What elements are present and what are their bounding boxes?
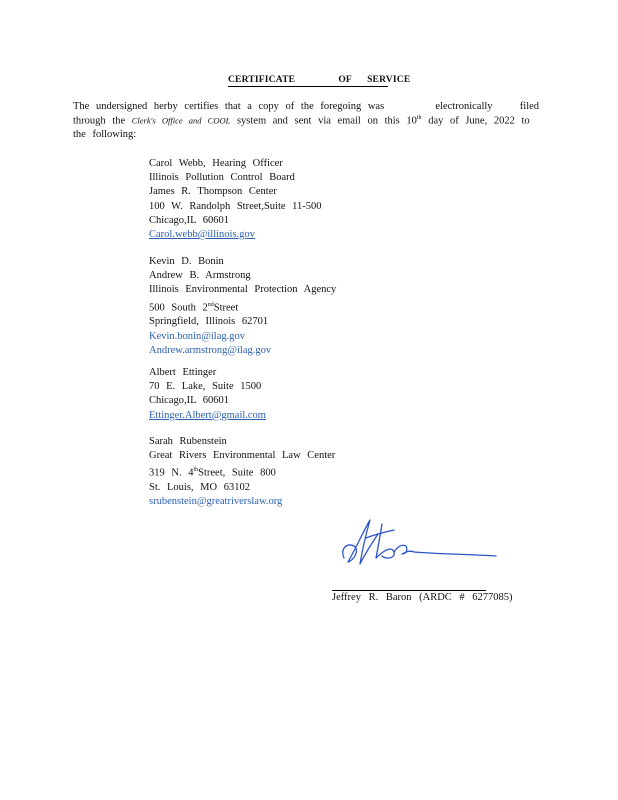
body-text: system and sent via email on this 10 (236, 115, 417, 127)
ordinal-superscript: th (416, 115, 422, 121)
body-text: the following: (73, 129, 137, 140)
recipient-line: Illinois Environmental Protection Agency (149, 284, 337, 296)
body-text: The undersigned herby certifies that a copy of the foregoing was (73, 101, 385, 112)
recipient-block (149, 366, 285, 423)
recipient-line: 100 W. Randolph Street,Suite 11-500 (149, 200, 322, 212)
street-text: Street (213, 302, 239, 314)
recipient-line: Springfield, Illinois 62701 (149, 316, 269, 328)
recipient-line: Carol Webb, Hearing Officer (149, 158, 283, 169)
recipient-line: 70 E. Lake, Suite 1500 (149, 381, 262, 393)
body-italic-text: Clerk's Office and COOL (131, 115, 231, 126)
handwritten-signature (336, 512, 501, 574)
signer-name: Jeffrey R. Baron (ARDC # 6277085) (332, 592, 513, 603)
body-text: day of June, 2022 to (428, 115, 530, 127)
recipient-line: Chicago,IL 60601 (149, 214, 230, 226)
body-text: electronically (435, 101, 493, 112)
recipient-line: Sarah Rubenstein (149, 436, 227, 447)
recipient-line: Albert Ettinger (149, 367, 217, 378)
recipient-block (149, 435, 335, 510)
body-text: through the (73, 115, 126, 127)
title-word-service: SERVICE (367, 75, 411, 85)
ordinal-superscript: nd (207, 301, 214, 308)
signature-line (332, 590, 486, 591)
recipient-line (149, 463, 335, 481)
street-text: 500 South 2 (149, 302, 208, 314)
email-link[interactable]: Ettinger.Albert@gmail.com (149, 409, 266, 421)
recipient-block (149, 157, 322, 242)
title-word-of: OF (338, 75, 352, 85)
street-text: Street, Suite 800 (198, 467, 276, 479)
recipient-line: Great Rivers Environmental Law Center (149, 450, 336, 462)
recipient-block (149, 255, 336, 358)
recipient-line: Kevin D. Bonin (149, 256, 224, 267)
recipient-line: St. Louis, MO 63102 (149, 482, 250, 494)
certificate-title (228, 75, 411, 87)
street-text: 319 N. 4 (149, 467, 194, 479)
recipient-line: Andrew B. Armstrong (149, 270, 251, 282)
title-word-certificate: CERTIFICATE (228, 75, 296, 85)
body-line-1 (73, 101, 539, 112)
recipient-line: James R. Thompson Center (149, 186, 277, 198)
body-line-3 (73, 129, 136, 140)
ordinal-superscript: th (193, 467, 199, 474)
email-link[interactable]: srubenstein@greatriverslaw.org (149, 496, 283, 508)
recipient-line: Illinois Pollution Control Board (149, 172, 295, 184)
recipient-line: Chicago,IL 60601 (149, 395, 230, 407)
body-line-2 (73, 115, 530, 127)
body-text: filed (519, 101, 540, 112)
recipient-line (149, 298, 336, 316)
email-link[interactable]: Kevin.bonin@ilag.gov (149, 330, 245, 342)
email-link[interactable]: Andrew.armstrong@ilag.gov (149, 344, 272, 356)
email-link[interactable]: Carol.webb@illinois.gov (149, 229, 255, 241)
